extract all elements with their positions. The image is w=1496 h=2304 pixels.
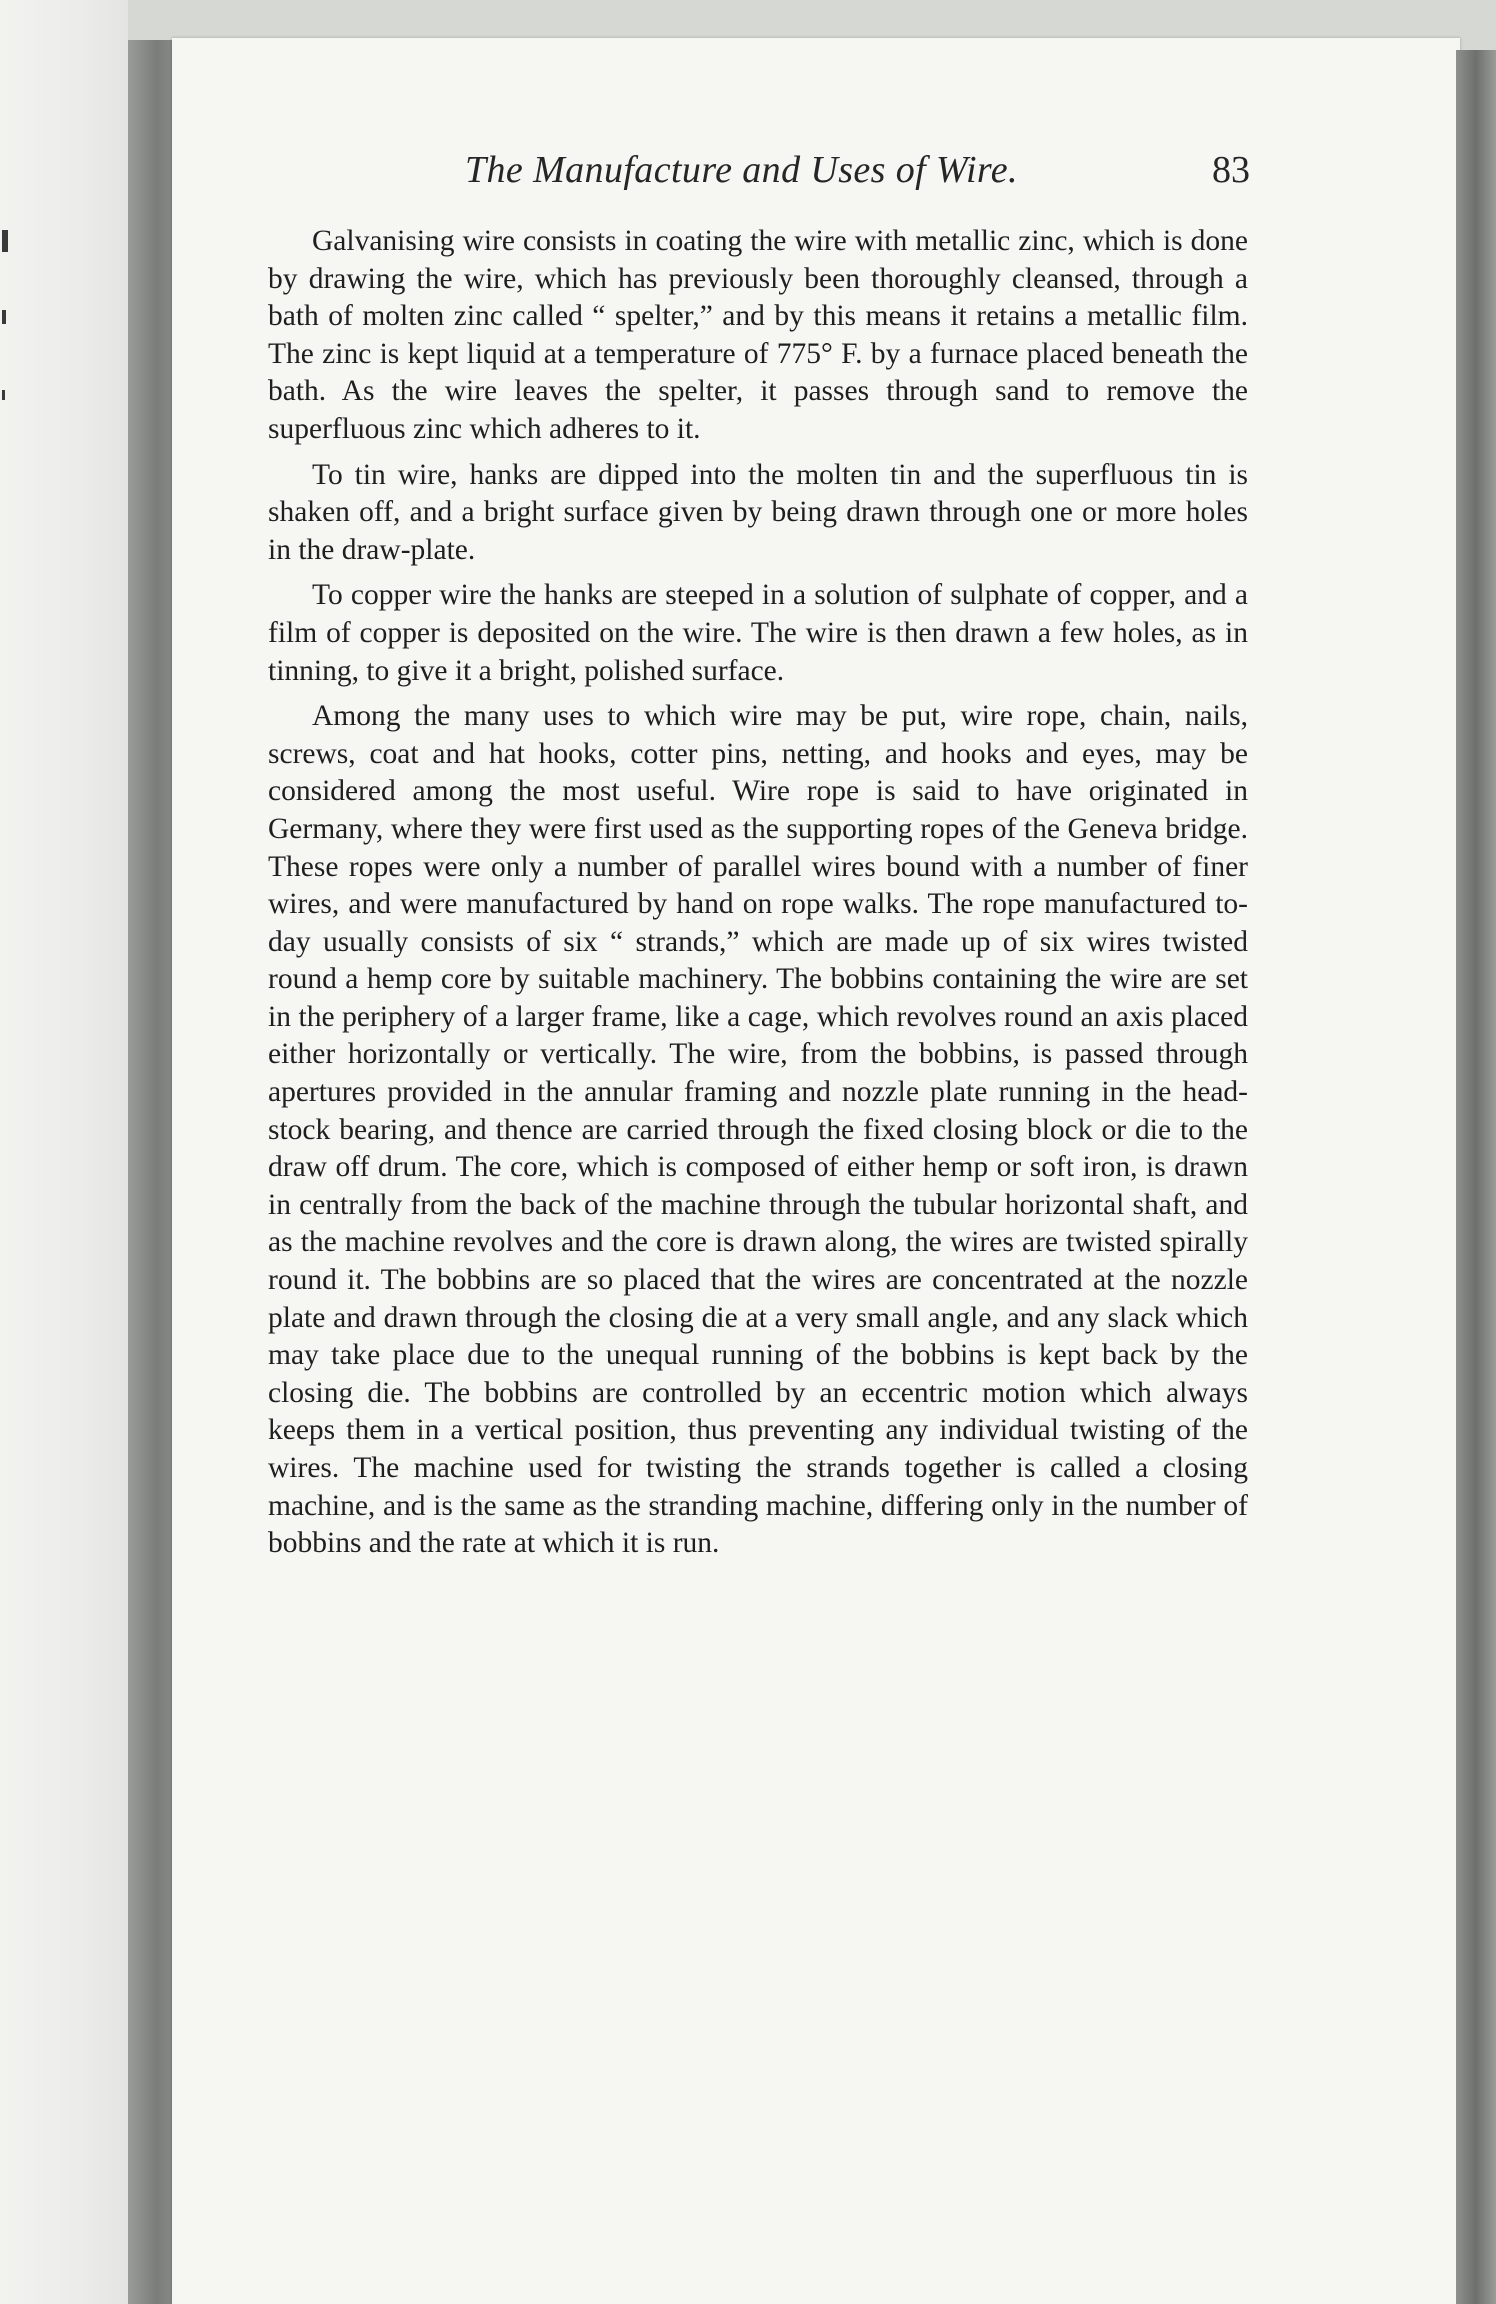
page-edge-shadow: [1456, 50, 1496, 2304]
page-number: 83: [1212, 149, 1250, 191]
running-head-title: The Manufacture and Uses of Wire.: [465, 149, 1018, 191]
paragraph-galvanising: Galvanising wire consists in coating the wire with metallic zinc, which is done by drawing the wire, which has previously been thoroughly cleansed, through a bath of molten zinc called “ spelter,” and by this means it retains a metallic film. The zinc is kept liquid at a temperature of 775° F. by a furnace placed beneath the bath. As the wire leaves the spelter, it passes through sand to remove the superfluous zinc which adheres to it.: [268, 225, 1248, 445]
margin-mark: [2, 230, 8, 252]
facing-page-edge: [0, 0, 128, 2304]
margin-mark: [2, 390, 5, 400]
body-text: [268, 223, 1248, 1571]
spine-shadow: [128, 40, 176, 2304]
paragraph-coppering: To copper wire the hanks are steeped in a solution of sulphate of copper, and a film of copper is deposited on the wire. The wire is then drawn a few holes, as in tinning, to give it a bright, polished surface.: [268, 579, 1248, 687]
running-head: [290, 148, 1250, 208]
paragraph-wire-rope: Among the many uses to which wire may be put, wire rope, chain, nails, screws, coat and hat hooks, cotter pins, netting, and hooks and eyes, may be considered among the most useful. Wire rope is said to have originated in Germany, where they were first used as the supporting ropes of the Geneva bridge. These ropes were only a number of parallel wires bound with a number of finer wires, and were manufactured by hand on rope walks. The rope manufactured to-day usually consists of six “ strands,” which are made up of six wires twisted round a hemp core by suitable machinery. The bobbins containing the wire are set in the periphery of a larger frame, like a cage, which revolves round an axis placed either horizontally or vertically. The wire, from the bobbins, is passed through apertures provided in the annular framing and nozzle plate running in the head-stock bearing, and thence are carried through the fixed closing block or die to the draw off drum. The core, which is composed of either hemp or soft iron, is drawn in centrally from the back of the machine through the tubular horizontal shaft, and as the machine revolves and the core is drawn along, the wires are twisted spirally round it. The bobbins are so placed that the wires are concentrated at the nozzle plate and drawn through the closing die at a very small angle, and any slack which may take place due to the unequal running of the bobbins is kept back by the closing die. The bobbins are controlled by an eccentric motion which always keeps them in a vertical position, thus preventing any individual twisting of the wires. The machine used for twisting the strands together is called a closing machine, and is the same as the stranding machine, differing only in the number of bobbins and the rate at which it is run.: [268, 700, 1248, 1560]
facing-page-margin-marks: [0, 200, 24, 460]
paragraph-tinning: To tin wire, hanks are dipped into the molten tin and the superfluous tin is shaken off, and a bright surface given by being drawn through one or more holes in the draw-plate.: [268, 458, 1248, 566]
margin-mark: [2, 310, 6, 324]
